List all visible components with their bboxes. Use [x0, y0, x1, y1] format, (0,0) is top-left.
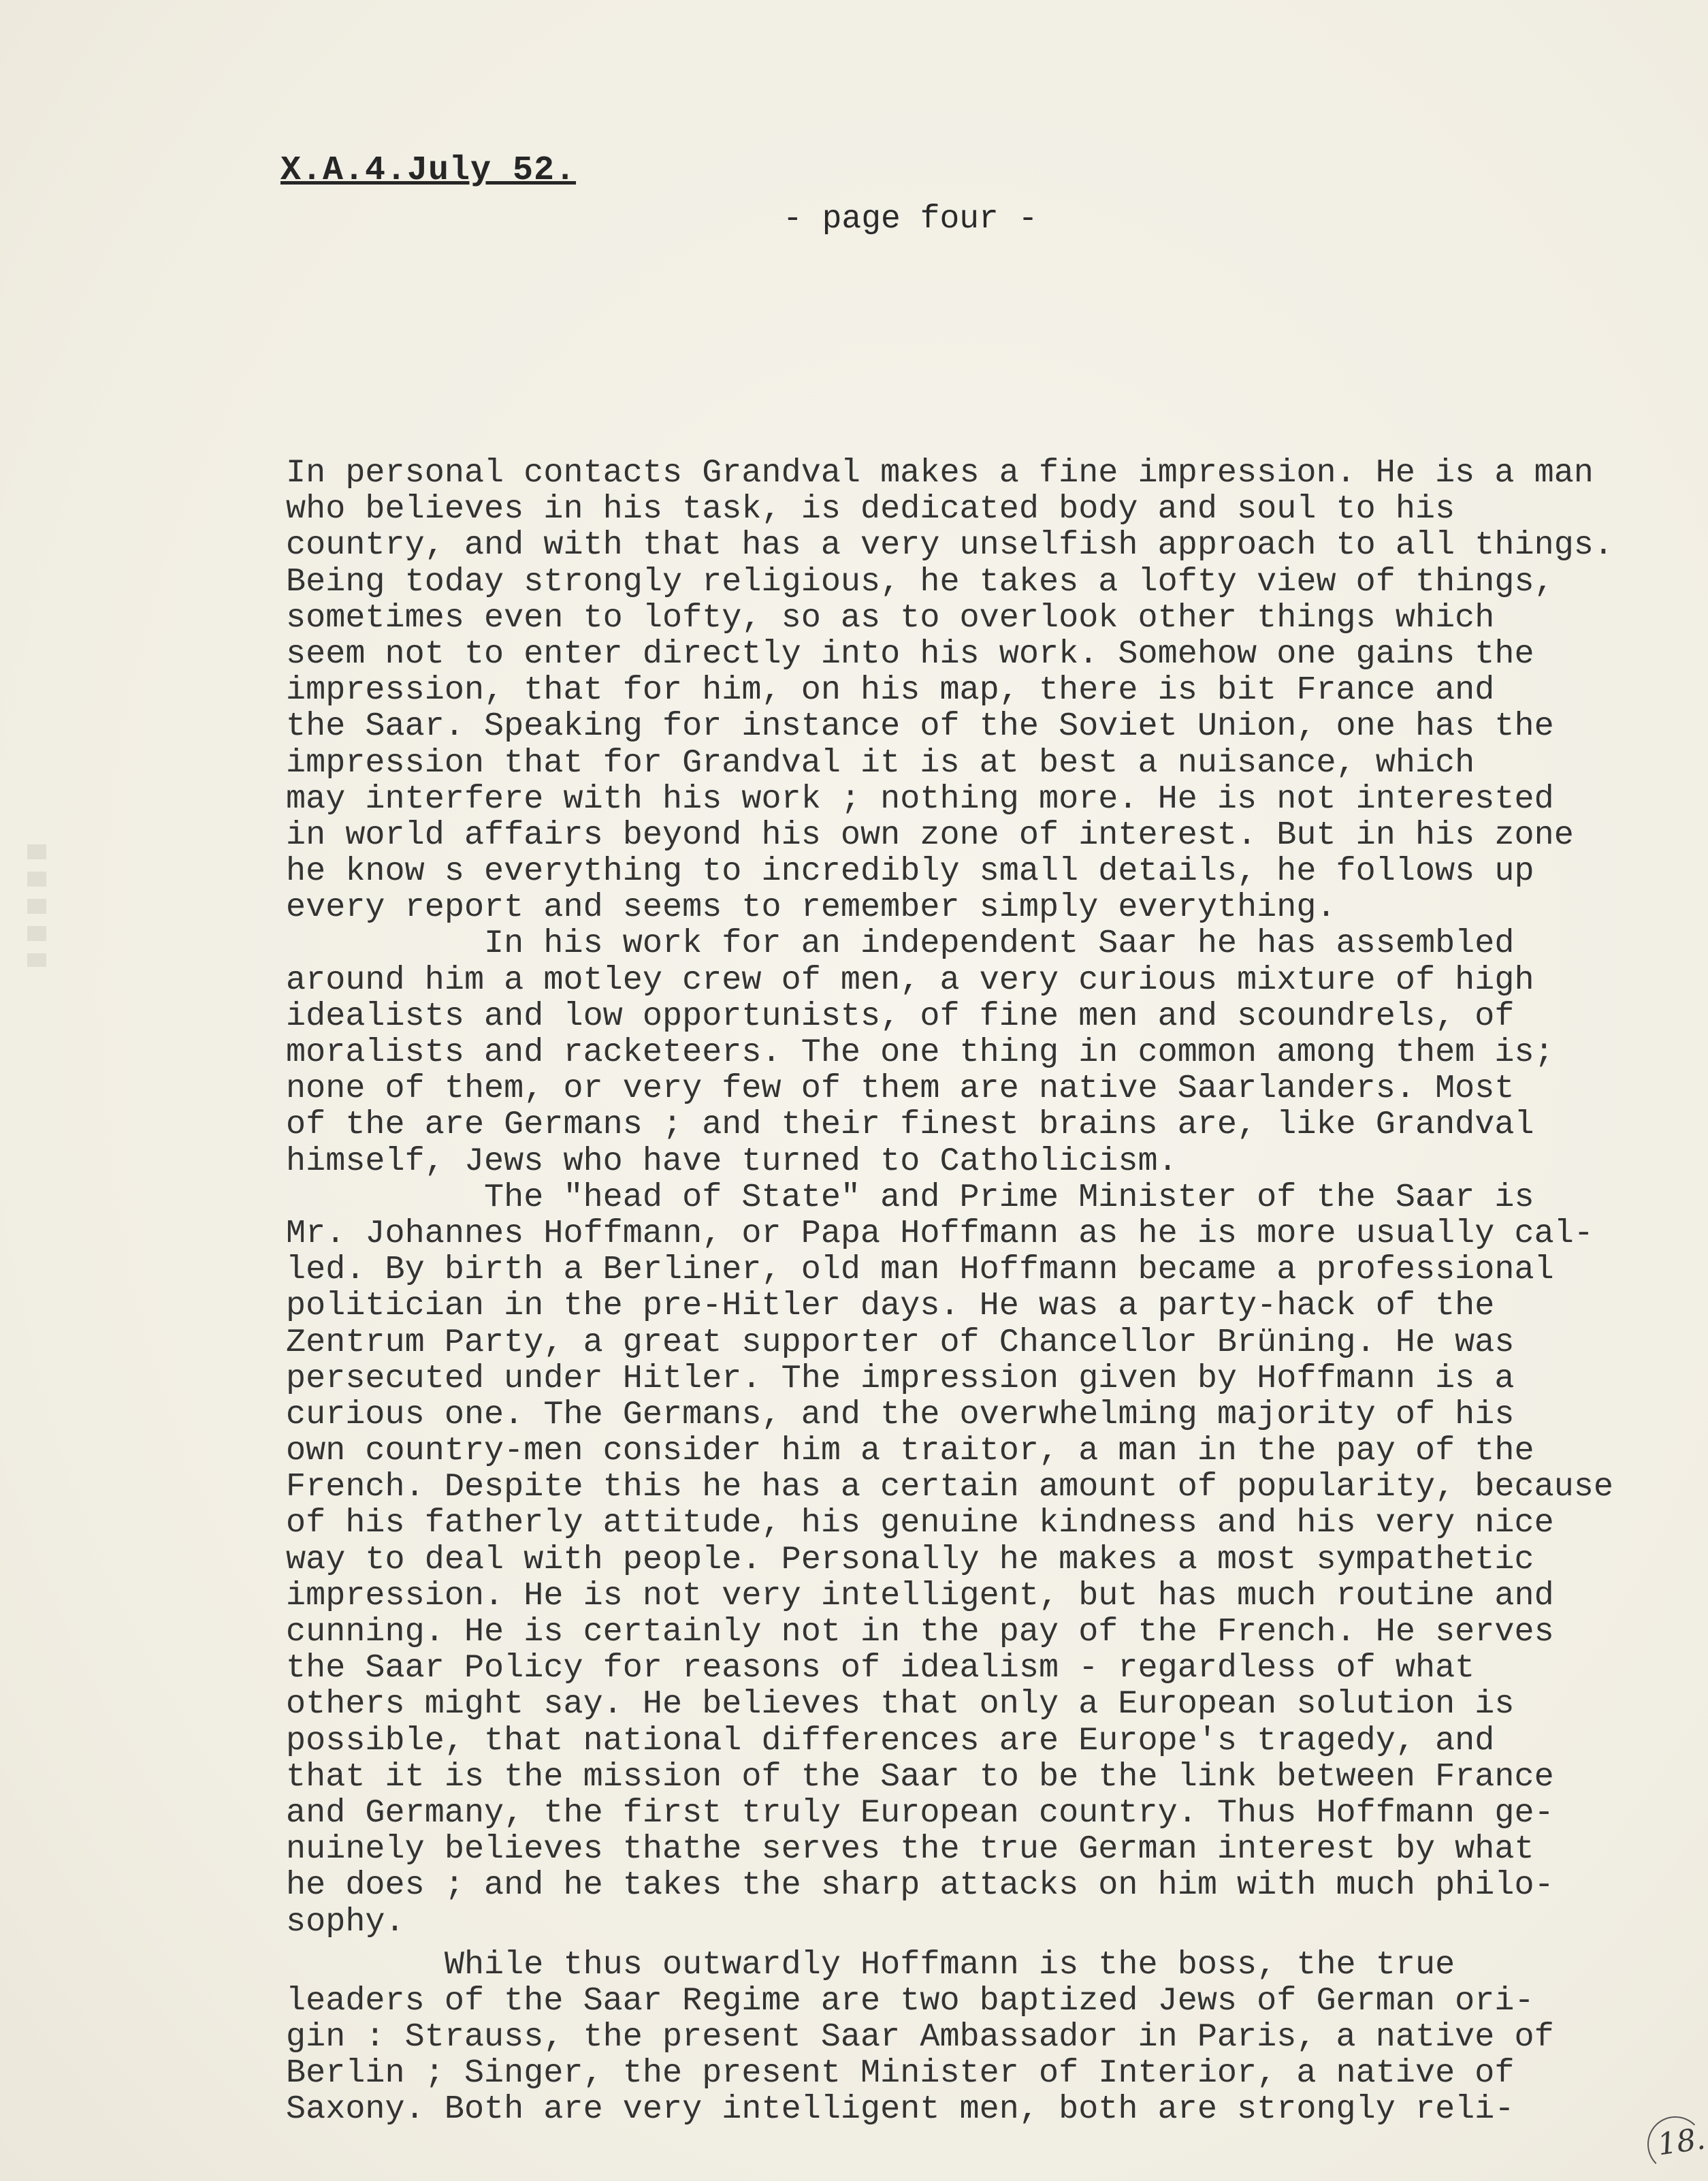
binding-marks — [27, 844, 46, 967]
text-line: Berlin ; Singer, the present Minister of Interior, a native of — [286, 2054, 1515, 2092]
paragraph-block-1 — [286, 455, 1661, 1940]
text-line: may interfere with his work ; nothing more. He is not interested — [286, 780, 1554, 818]
text-line: sometimes even to lofty, so as to overlook other things which — [286, 599, 1495, 637]
text-line: none of them, or very few of them are native Saarlanders. Most — [286, 1070, 1515, 1108]
folio-number: 18. — [1655, 2121, 1708, 2163]
text-line: cunning. He is certainly not in the pay of the French. He serves — [286, 1613, 1554, 1651]
text-line: impression. He is not very intelligent, but has much routine and — [286, 1576, 1554, 1614]
text-line: Zentrum Party, a great supporter of Chancellor Brüning. He was — [286, 1323, 1515, 1361]
text-line: the Saar. Speaking for instance of the Soviet Union, one has the — [286, 707, 1554, 746]
text-line: Being today strongly religious, he takes a lofty view of things, — [286, 562, 1554, 601]
text-line: that it is the mission of the Saar to be the link between France — [286, 1757, 1554, 1796]
text-line: French. Despite this he has a certain amount of popularity, because — [286, 1468, 1614, 1506]
text-line: Mr. Johannes Hoffmann, or Papa Hoffmann as he is more usually cal- — [286, 1214, 1594, 1252]
text-line: possible, that national differences are Europe's tragedy, and — [286, 1721, 1495, 1760]
text-line: he does ; and he takes the sharp attacks on him with much philo- — [286, 1866, 1554, 1905]
text-line: In his work for an independent Saar he has assembled — [286, 925, 1515, 963]
text-line: himself, Jews who have turned to Catholicism. — [286, 1142, 1178, 1180]
text-line: impression that for Grandval it is at best a nuisance, which — [286, 744, 1475, 782]
text-line: around him a motley crew of men, a very curious mixture of high — [286, 961, 1534, 999]
text-line: While thus outwardly Hoffmann is the boss, the true — [286, 1945, 1455, 1984]
text-line: others might say. He believes that only a European solution is — [286, 1685, 1515, 1723]
text-line: country, and with that has a very unselfish approach to all things. — [286, 526, 1614, 564]
body-text — [286, 455, 1661, 2128]
text-line: nuinely believes thathe serves the true German interest by what — [286, 1830, 1534, 1868]
text-line: of his fatherly attitude, his genuine kindness and his very nice — [286, 1504, 1554, 1542]
text-line: sophy. — [286, 1903, 405, 1941]
text-line: the Saar Policy for reasons of idealism - regardless of what — [286, 1649, 1475, 1687]
text-line: seem not to enter directly into his work. Somehow one gains the — [286, 635, 1534, 673]
text-line: Saxony. Both are very intelligent men, both are strongly reli- — [286, 2090, 1515, 2129]
text-line: led. By birth a Berliner, old man Hoffmann became a professional — [286, 1251, 1554, 1289]
text-line: and Germany, the first truly European country. Thus Hoffmann ge- — [286, 1794, 1554, 1832]
paragraph-block-2 — [286, 1947, 1661, 2128]
text-line: impression, that for him, on his map, there is bit France and — [286, 671, 1495, 710]
text-line: who believes in his task, is dedicated body and soul to his — [286, 490, 1455, 528]
text-line: way to deal with people. Personally he makes a most sympathetic — [286, 1540, 1534, 1578]
page-title: - page four - — [783, 201, 1038, 238]
text-line: politician in the pre-Hitler days. He was a party-hack of the — [286, 1287, 1495, 1325]
text-line: own country-men consider him a traitor, a man in the pay of the — [286, 1432, 1534, 1470]
text-line: The "head of State" and Prime Minister of the Saar is — [286, 1178, 1534, 1216]
text-line: idealists and low opportunists, of fine men and scoundrels, of — [286, 997, 1515, 1035]
text-line: he know s everything to incredibly small details, he follows up — [286, 853, 1534, 891]
text-line: moralists and racketeers. The one thing in common among them is; — [286, 1034, 1554, 1071]
text-line: In personal contacts Grandval makes a fine impression. He is a man — [286, 454, 1594, 492]
text-line: curious one. The Germans, and the overwhelming majority of his — [286, 1395, 1515, 1433]
text-line: every report and seems to remember simply everything. — [286, 889, 1336, 927]
text-line: persecuted under Hitler. The impression given by Hoffmann is a — [286, 1359, 1515, 1397]
text-line: gin : Strauss, the present Saar Ambassador in Paris, a native of — [286, 2018, 1554, 2056]
document-reference: X.A.4.July 52. — [280, 151, 577, 190]
text-line: of the are Germans ; and their finest brains are, like Grandval — [286, 1106, 1534, 1144]
text-line: leaders of the Saar Regime are two baptized Jews of German ori- — [286, 1981, 1534, 2020]
text-line: in world affairs beyond his own zone of interest. But in his zone — [286, 816, 1574, 854]
